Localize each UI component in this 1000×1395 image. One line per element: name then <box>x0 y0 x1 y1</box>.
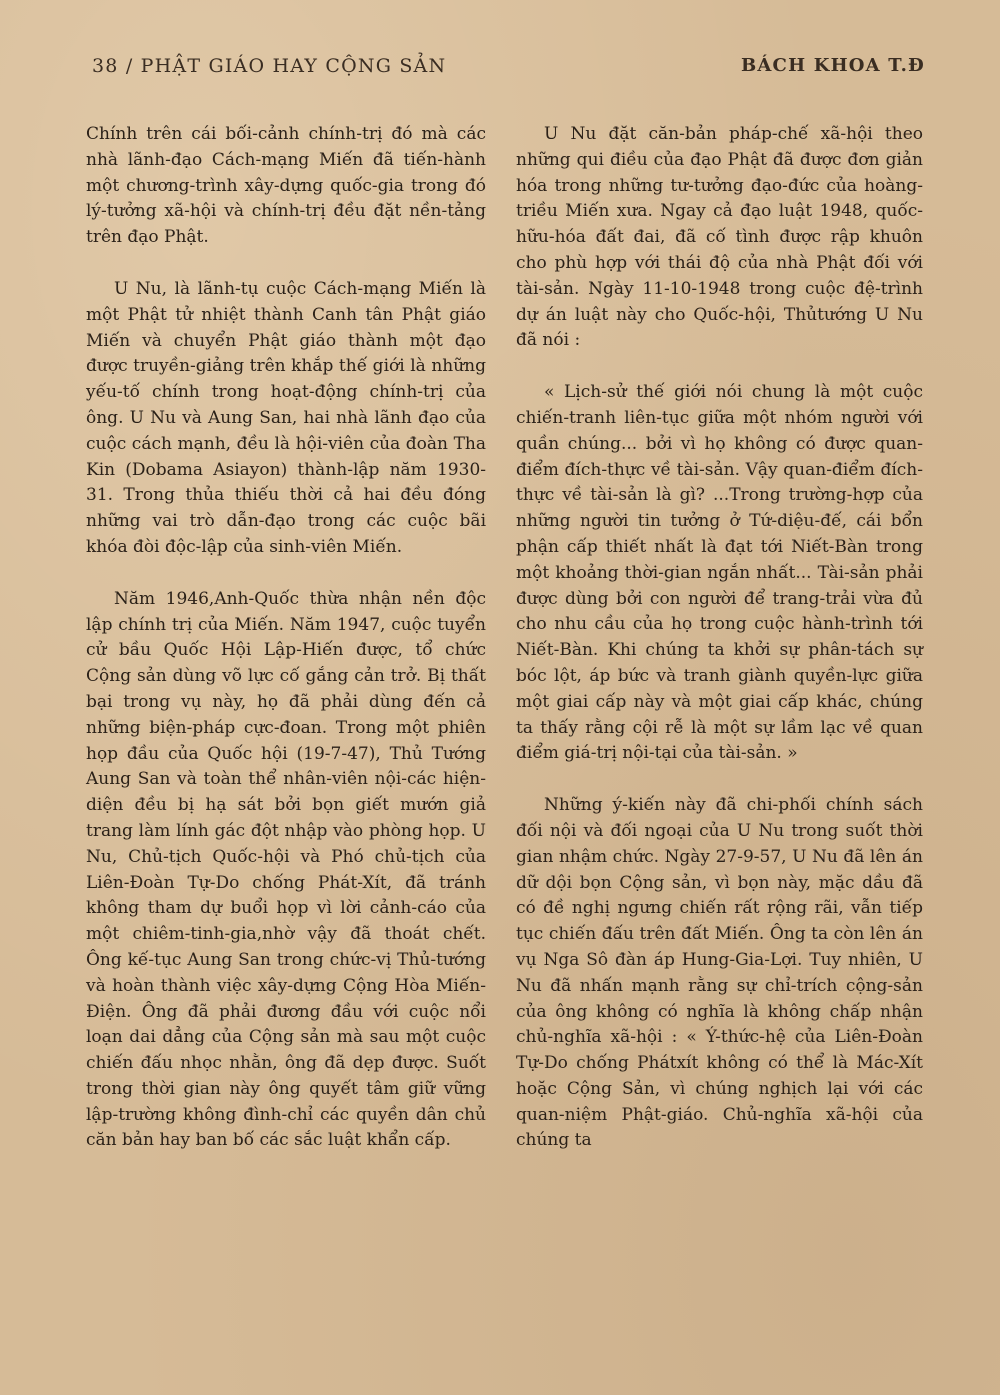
header-page-title: 38 / PHẬT GIÁO HAY CỘNG SẢN <box>92 55 447 77</box>
right-column <box>516 122 923 1154</box>
header-journal-name: BÁCH KHOA T.Đ <box>740 55 925 76</box>
right-quote-paragraph: « Lịch-sử thế giới nói chung là một cuộc chiến-tranh liên-tục giữa một nhóm người với quần chúng... bởi vì họ không có được quan-điểm đích-thực về tài-sản. Vậy quan-điểm đích-thực về tài-sản là gì? ...Trong trường-hợp của những người tin tưởng ở Tứ-diệu-đế, cái bổn phận cấp thiết nhất là đạt tới Niết-Bàn trong một khoảng thời-gian ngắn nhất... Tài-sản phải được dùng bởi con người để trang-trải vừa đủ cho nhu cầu của họ trong cuộc hành-trình tới Niết-Bàn. Khi chúng ta khởi sự phân-tách sự bóc lột, áp bức và tranh giành quyền-lực giữa một giai cấp này và một giai cấp khác, chúng ta thấy rằng cội rễ là một sự lầm lạc về quan điểm giá-trị nội-tại của tài-sản. » <box>516 382 923 764</box>
right-paragraph-1: U Nu đặt căn-bản pháp-chế xã-hội theo những qui điều của đạo Phật đã được đơn giản hóa trong những tư-tưởng đạo-đức của hoàng-triều Miến xưa. Ngay cả đạo luật 1948, quốc-hữu-hóa đất đai, đã cố tình được rập khuôn cho phù hợp với thái độ của nhà Phật đối với tài-sản. Ngày 11-10-1948 trong cuộc đệ-trình dự án luật này cho Quốc-hội, Thủtướng U Nu đã nói : <box>516 124 923 351</box>
right-paragraph-3: Những ý-kiến này đã chi-phối chính sách đối nội và đối ngoại của U Nu trong suốt thời gian nhậm chức. Ngày 27-9-57, U Nu đã lên án dữ dội bọn Cộng sản, vì bọn này, mặc dầu đã có đề nghị ngưng chiến rất rộng rãi, vẫn tiếp tục chiến đấu trên đất Miến. Ông ta còn lên án vụ Nga Sô đàn áp Hung-Gia-Lợi. Tuy nhiên, U Nu đã nhấn mạnh rằng sự chỉ-trích cộng-sản của ông không có nghĩa là không chấp nhận chủ-nghĩa xã-hội : « Ý-thức-hệ của Liên-Đoàn Tự-Do chống Phátxít không có thể là Mác-Xít hoặc Cộng Sản, vì chúng nghịch lại với các quan-niệm Phật-giáo. Chủ-nghĩa xã-hội của chúng ta <box>516 795 923 1151</box>
left-paragraph-1: Chính trên cái bối-cảnh chính-trị đó mà các nhà lãnh-đạo Cách-mạng Miến đã tiến-hành một chương-trình xây-dựng quốc-gia trong đó lý-tưởng xã-hội và chính-trị đều đặt nền-tảng trên đạo Phật. <box>86 124 486 248</box>
left-paragraph-3: Năm 1946,Anh-Quốc thừa nhận nền độc lập chính trị của Miến. Năm 1947, cuộc tuyển cử bầu Quốc Hội Lập-Hiến được, tổ chức Cộng sản dùng võ lực cố gắng cản trở. Bị thất bại trong vụ này, họ đã phải dùng đến cả những biện-pháp cực-đoan. Trong một phiên họp đầu của Quốc hội (19-7-47), Thủ Tướng Aung San và toàn thể nhân-viên nội-các hiện-diện đều bị hạ sát bởi bọn giết mướn giả trang làm lính gác đột nhập vào phòng họp. U Nu, Chủ-tịch Quốc-hội và Phó chủ-tịch của Liên-Đoàn Tự-Do chống Phát-Xít, đã tránh không tham dự buổi họp vì lời cảnh-cáo của một chiêm-tinh-gia,nhờ vậy đã thoát chết. Ông kế-tục Aung San trong chức-vị Thủ-tướng và hoàn thành việc xây-dựng Cộng Hòa Miến-Điện. Ông đã phải đương đầu với cuộc nổi loạn dai dẳng của Cộng sản mà sau một cuộc chiến đấu nhọc nhằn, ông đã dẹp được. Suốt trong thời gian này ông quyết tâm giữ vững lập-trường không đình-chỉ các quyền dân chủ căn bản hay ban bố các sắc luật khẩn cấp. <box>86 588 486 1151</box>
left-column <box>86 122 486 1154</box>
running-header <box>92 55 925 85</box>
left-paragraph-2: U Nu, là lãnh-tụ cuộc Cách-mạng Miến là một Phật tử nhiệt thành Canh tân Phật giáo Miến và chuyển Phật giáo thành một đạo được truyền-giảng trên khắp thế giới là những yếu-tố chính trong hoạt-động chính-trị của ông. U Nu và Aung San, hai nhà lãnh đạo của cuộc cách mạnh, đều là hội-viên của đoàn Tha Kin (Dobama Asiayon) thành-lập năm 1930-31. Trong thủa thiếu thời cả hai đều đóng những vai trò dẫn-đạo trong các cuộc bãi khóa đòi độc-lập của sinh-viên Miến. <box>86 278 486 557</box>
